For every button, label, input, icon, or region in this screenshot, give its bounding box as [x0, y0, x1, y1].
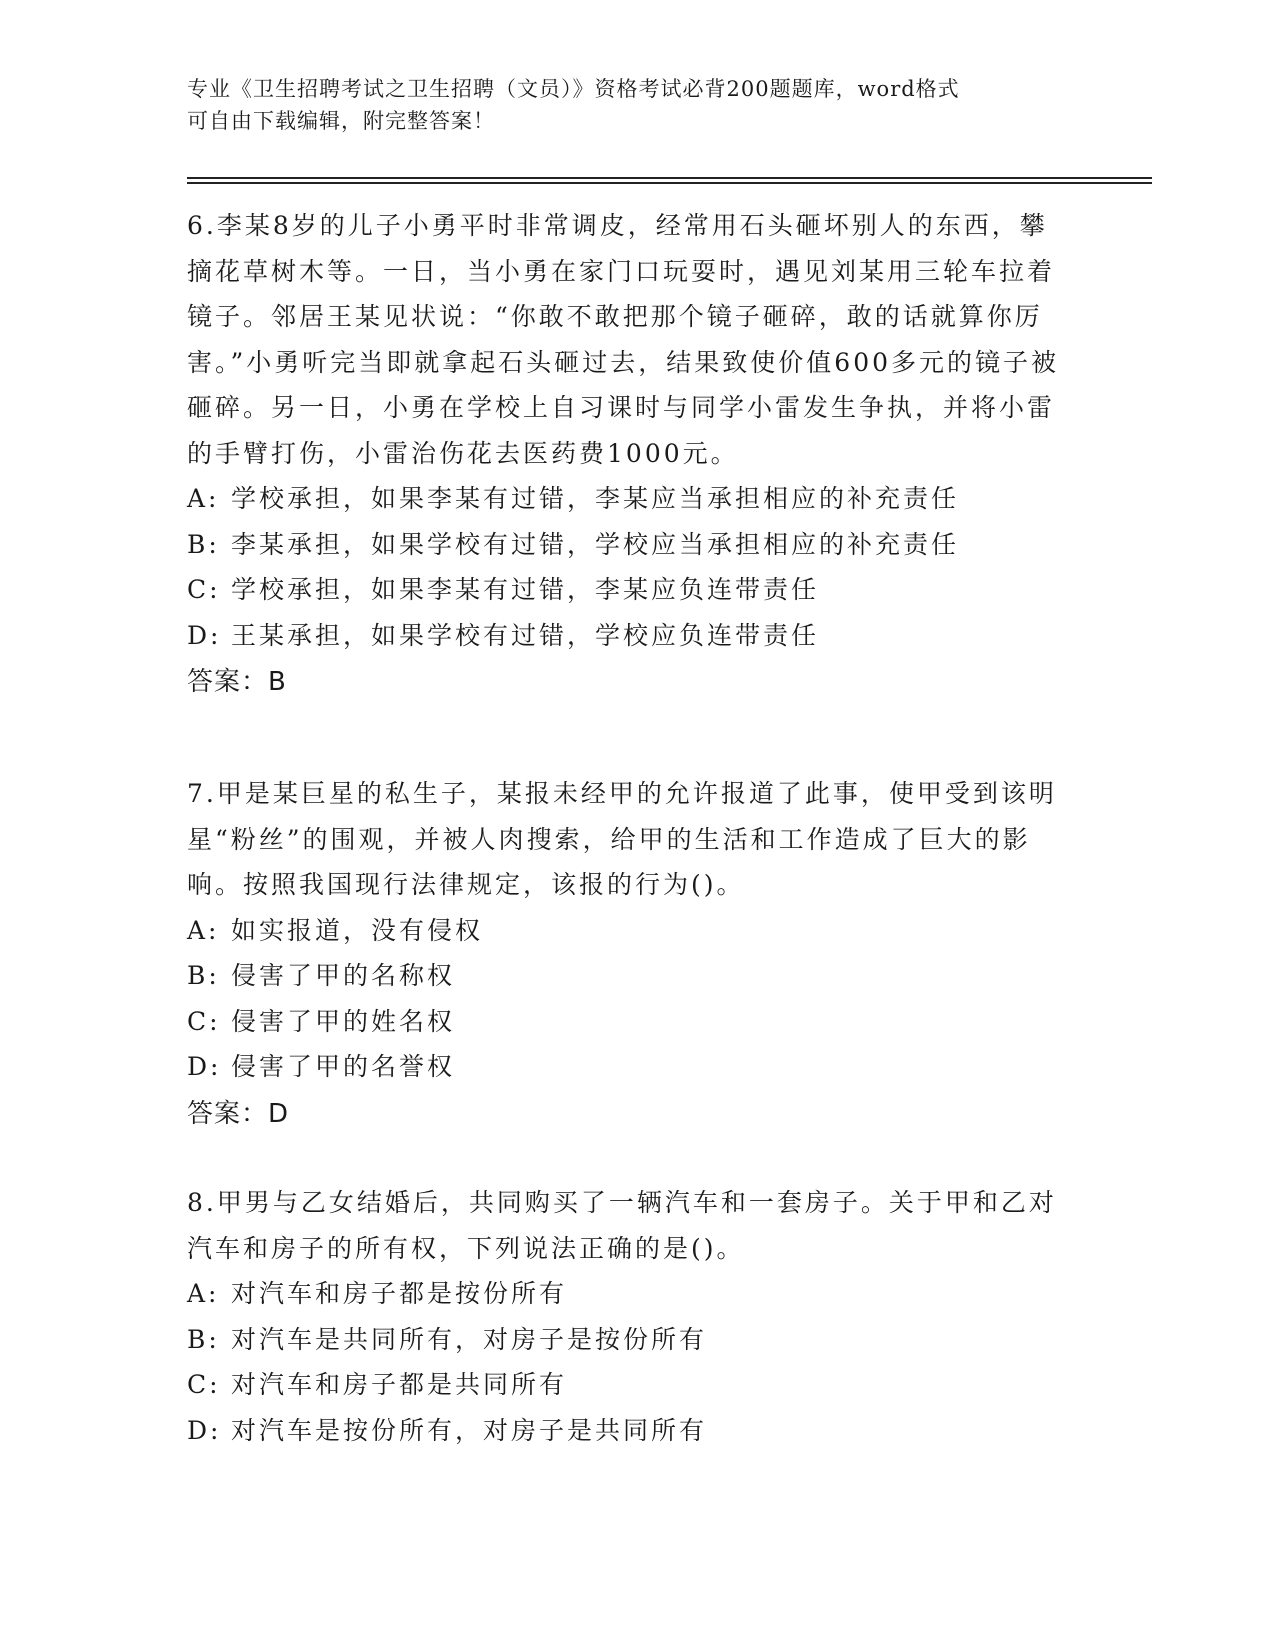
option-text: 对汽车和房子都是按份所有 [231, 1279, 568, 1308]
question-8 [187, 1180, 1067, 1453]
option-key: B: [187, 529, 220, 559]
option-d [187, 1044, 1067, 1090]
option-a [187, 908, 1067, 954]
option-key: D: [187, 620, 222, 650]
option-b [187, 522, 1067, 568]
question-stem: 8.甲男与乙女结婚后，共同购买了一辆汽车和一套房子。关于甲和乙对汽车和房子的所有权，下列说法正确的是()。 [187, 1188, 1057, 1263]
option-text: 学校承担，如果李某有过错，李某应负连带责任 [231, 575, 820, 604]
option-text: 学校承担，如果李某有过错，李某应当承担相应的补充责任 [231, 484, 960, 513]
option-text: 侵害了甲的姓名权 [231, 1006, 456, 1036]
option-text: 对汽车是共同所有，对房子是按份所有 [231, 1324, 708, 1354]
question-stem: 7.甲是某巨星的私生子，某报未经甲的允许报道了此事，使甲受到该明星“粉丝”的围观，并被人肉搜索，给甲的生活和工作造成了巨大的影响。按照我国现行法律规定，该报的行为()。 [187, 779, 1057, 899]
option-key: D: [187, 1052, 222, 1081]
answer-label: 答案：D [187, 1098, 290, 1129]
option-text: 李某承担，如果学校有过错，学校应当承担相应的补充责任 [231, 529, 960, 559]
option-text: 王某承担，如果学校有过错，学校应负连带责任 [231, 620, 820, 650]
document-header [187, 73, 1067, 137]
option-a [187, 1271, 1067, 1317]
option-a [187, 476, 1067, 522]
option-key: C: [187, 1370, 221, 1399]
option-key: C: [187, 575, 221, 604]
option-c [187, 1362, 1067, 1408]
option-key: B: [187, 961, 220, 990]
option-text: 对汽车和房子都是共同所有 [231, 1370, 568, 1399]
option-key: A: [187, 1279, 220, 1308]
option-key: A: [187, 484, 220, 513]
option-text: 如实报道，没有侵权 [231, 915, 484, 945]
option-key: C: [187, 1006, 221, 1036]
option-key: D: [187, 1415, 222, 1445]
option-text: 侵害了甲的名称权 [231, 961, 456, 990]
header-line-2: 可自由下载编辑，附完整答案！ [187, 109, 495, 133]
option-text: 对汽车是按份所有，对房子是共同所有 [231, 1415, 708, 1445]
question-7 [187, 771, 1067, 1137]
header-line-1: 专业《卫生招聘考试之卫生招聘（文员）》资格考试必背200题题库，word格式 [187, 77, 960, 101]
question-stem: 6.李某8岁的儿子小勇平时非常调皮，经常用石头砸坏别人的东西，攀摘花草树木等。一日，当小勇在家门口玩耍时，遇见刘某用三轮车拉着镜子。邻居王某见状说：“你敢不敢把那个镜子砸碎，敢的话就算你厉害。”小勇听完当即就拿起石头砸过去，结果致使价值600多元的镜子被砸碎。另一日，小勇在学校上自习课时与同学小雷发生争执，并将小雷的手臂打伤，小雷治伤花去医药费1000元。 [187, 211, 1060, 468]
option-c [187, 567, 1067, 613]
option-text: 侵害了甲的名誉权 [231, 1052, 456, 1081]
option-b [187, 1317, 1067, 1363]
option-d [187, 613, 1067, 659]
option-key: A: [187, 915, 220, 945]
option-d [187, 1408, 1067, 1454]
option-c [187, 999, 1067, 1045]
answer-label: 答案：B [187, 667, 287, 697]
header-rule-bottom [187, 182, 1152, 184]
option-key: B: [187, 1324, 220, 1354]
question-6 [187, 203, 1067, 706]
header-rule-top [187, 177, 1152, 179]
option-b [187, 953, 1067, 999]
